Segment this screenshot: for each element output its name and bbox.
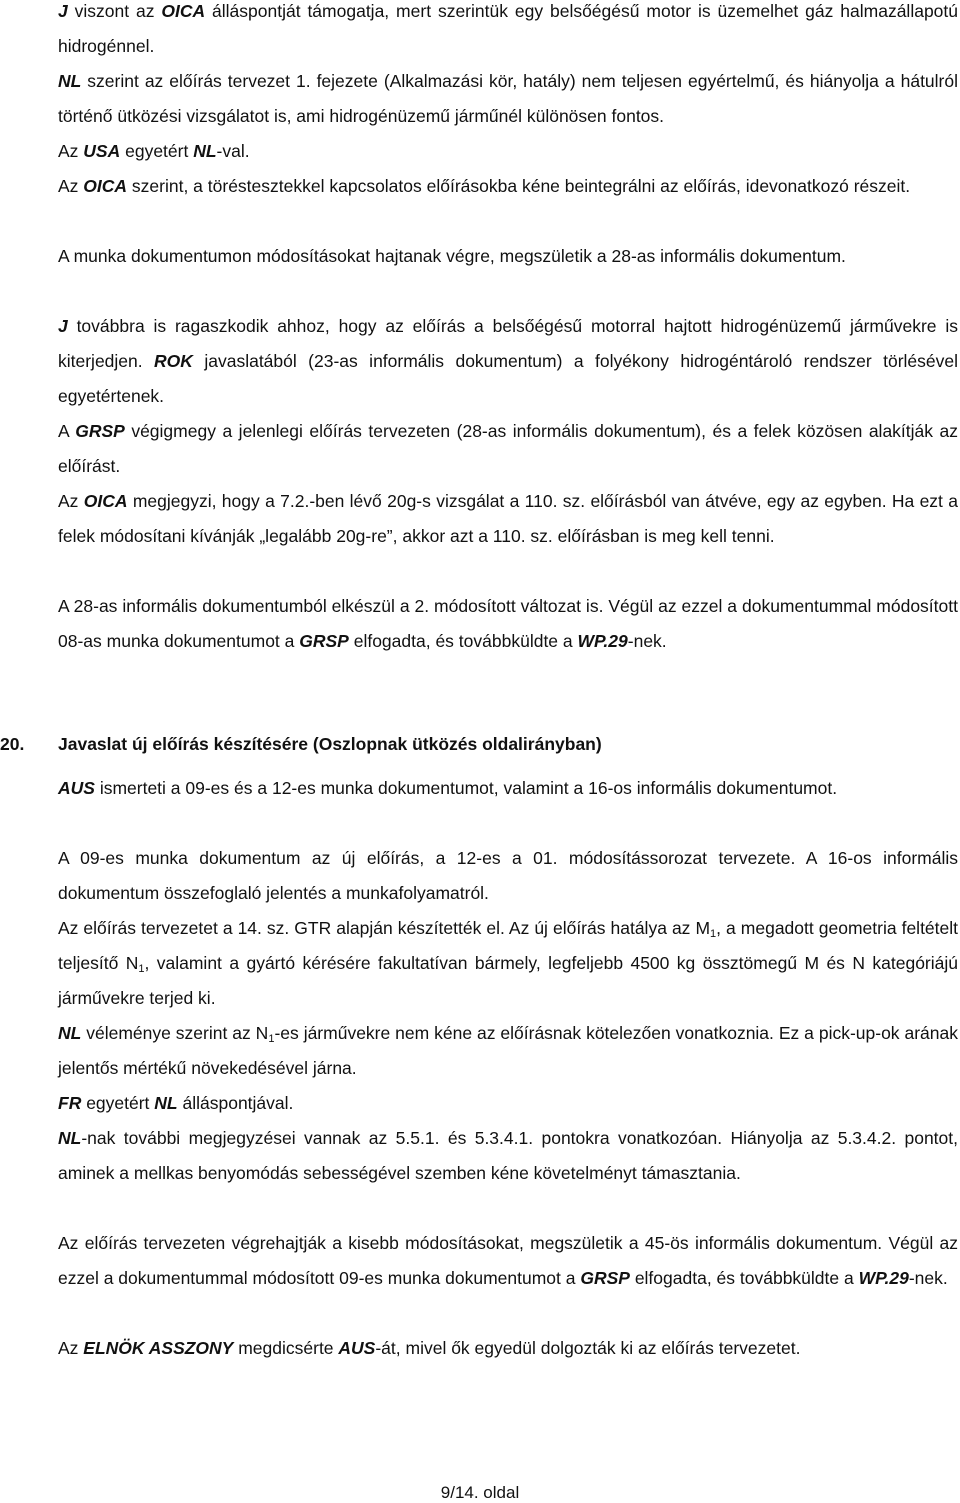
paragraph xyxy=(58,484,958,554)
emphasis: NL xyxy=(58,1023,82,1043)
text-run: Az xyxy=(58,141,84,161)
paragraph xyxy=(58,841,958,911)
paragraph xyxy=(58,1016,958,1086)
emphasis: FR xyxy=(58,1093,82,1113)
text-run: Az előírás tervezeten végrehajtják a kisebb módosításokat, megszületik a 45-ös informális dokumentum. Végül az ezzel a dokumentummal módosított 09-es munka dokumentumot a xyxy=(58,1233,958,1288)
text-run: -nak további megjegyzései vannak az 5.5.1. és 5.3.4.1. pontokra vonatkozóan. Hiányolja az 5.3.4.2. pontot, aminek a mellkas benyomódás sebességével szemben kéne követelményt támasztania. xyxy=(58,1128,958,1183)
emphasis: ROK xyxy=(154,351,193,371)
text-run: továbbra is ragaszkodik ahhoz, hogy az előírás a belsőégésű motorral hajtott hidrogénüzemű járművekre is kiterjedjen. xyxy=(58,316,958,371)
emphasis: OICA xyxy=(83,176,128,196)
subscript: 1 xyxy=(710,928,717,940)
emphasis: WP.29 xyxy=(858,1268,909,1288)
text-run: végigmegy a jelenlegi előírás tervezeten (28-as informális dokumentum), és a felek közösen alakítják az előírást. xyxy=(58,421,959,476)
text-run: Az xyxy=(58,1338,84,1358)
paragraph xyxy=(58,1331,958,1366)
text-run: megdicsérte xyxy=(233,1338,339,1358)
paragraph xyxy=(58,239,958,274)
text-run: elfogadta, és továbbküldte a xyxy=(348,631,578,651)
section-number: 20. xyxy=(0,734,25,754)
paragraph xyxy=(58,169,958,204)
paragraph xyxy=(58,134,958,169)
page-footer: 9/14. oldal xyxy=(440,1483,520,1502)
subscript: 1 xyxy=(268,1033,275,1045)
text-run: álláspontjával. xyxy=(177,1093,294,1113)
emphasis: NL xyxy=(154,1093,178,1113)
emphasis: AUS xyxy=(338,1338,376,1358)
paragraph xyxy=(58,309,958,414)
emphasis: AUS xyxy=(58,778,95,798)
text-run: egyetért xyxy=(120,141,194,161)
emphasis: GRSP xyxy=(75,421,125,441)
text-run: Az xyxy=(58,176,84,196)
text-run: , a megadott geometria feltételt teljesítő N xyxy=(58,918,959,973)
emphasis: J xyxy=(58,316,68,336)
subscript: 1 xyxy=(138,963,145,975)
text-run: A xyxy=(58,421,76,441)
text-run: szerint az előírás tervezet 1. fejezete (Alkalmazási kör, hatály) nem teljesen egyértelmű, és hiányolja a hátulról történő ütközési vizsgálatot is, ami hidrogénüzemű járműnél különösen fontos. xyxy=(58,71,958,126)
text-run: -nek. xyxy=(908,1268,948,1288)
text-run: javaslatából (23-as informális dokumentum) a folyékony hidrogéntároló rendszer törlésével egyetértenek. xyxy=(58,351,959,406)
paragraph xyxy=(58,589,958,659)
text-run: viszont az xyxy=(67,1,162,21)
paragraph xyxy=(58,1086,958,1121)
text-run: -nek. xyxy=(627,631,667,651)
text-run: A 28-as informális dokumentumból elkészül a 2. módosított változat is. Végül az ezzel a dokumentummal módosított 08-as munka dokumentumot a xyxy=(58,596,958,651)
emphasis: GRSP xyxy=(580,1268,630,1288)
text-run: szerint, a töréstesztekkel kapcsolatos előírásokba kéne beintegrálni az előírás, idevonatkozó részeit. xyxy=(127,176,911,196)
emphasis: ELNÖK ASSZONY xyxy=(83,1338,234,1358)
paragraph xyxy=(58,1121,958,1191)
emphasis: NL xyxy=(58,71,82,91)
text-run: -es járművekre nem kéne az előírásnak kötelezően vonatkoznia. Ez a pick-up-ok arának jelentős mértékű növekedésével járna. xyxy=(58,1023,958,1078)
emphasis: NL xyxy=(58,1128,82,1148)
paragraph xyxy=(58,0,958,64)
paragraph xyxy=(58,911,958,1016)
emphasis: J xyxy=(58,1,68,21)
text-run: ismerteti a 09-es és a 12-es munka dokumentumot, valamint a 16-os informális dokumentumot. xyxy=(94,778,838,798)
paragraph xyxy=(58,64,958,134)
text-run: Az xyxy=(58,491,84,511)
section-title: Javaslat új előírás készítésére (Oszlopnak ütközés oldalirányban) xyxy=(58,734,602,754)
emphasis: OICA xyxy=(161,1,206,21)
text-run: -át, mivel ők egyedül dolgozták ki az előírás tervezetet. xyxy=(375,1338,801,1358)
text-run: A 09-es munka dokumentum az új előírás, a 12-es a 01. módosítássorozat tervezete. A 16-os informális dokumentum összefoglaló jelentés a munkafolyamatról. xyxy=(58,848,958,903)
emphasis: WP.29 xyxy=(577,631,628,651)
text-run: elfogadta, és továbbküldte a xyxy=(629,1268,859,1288)
emphasis: USA xyxy=(83,141,121,161)
paragraph xyxy=(58,414,958,484)
text-run: álláspontját támogatja, mert szerintük egy belsőégésű motor is üzemelhet gáz halmazállapotú hidrogénnel. xyxy=(58,1,958,56)
text-run: megjegyzi, hogy a 7.2.-ben lévő 20g-s vizsgálat a 110. sz. előírásból van átvéve, egy az egyben. Ha ezt a felek módosítani kívánják „legalább 20g-re”, akkor azt a 110. sz. előírásban is meg kell tenni. xyxy=(58,491,958,546)
text-run: véleménye szerint az N xyxy=(81,1023,269,1043)
text-run: , valamint a gyártó kérésére fakultatívan bármely, legfeljebb 4500 kg össztömegű M és N kategóriájú járművekre terjed ki. xyxy=(58,953,958,1008)
emphasis: GRSP xyxy=(299,631,349,651)
text-run: -val. xyxy=(216,141,250,161)
paragraph xyxy=(58,771,958,806)
text-run: A munka dokumentumon módosításokat hajtanak végre, megszületik a 28-as informális dokumentum. xyxy=(58,246,846,266)
paragraph xyxy=(58,1226,958,1296)
emphasis: OICA xyxy=(83,491,128,511)
emphasis: NL xyxy=(193,141,217,161)
text-run: egyetért xyxy=(81,1093,155,1113)
text-run: Az előírás tervezetet a 14. sz. GTR alapján készítették el. Az új előírás hatálya az M xyxy=(58,918,711,938)
